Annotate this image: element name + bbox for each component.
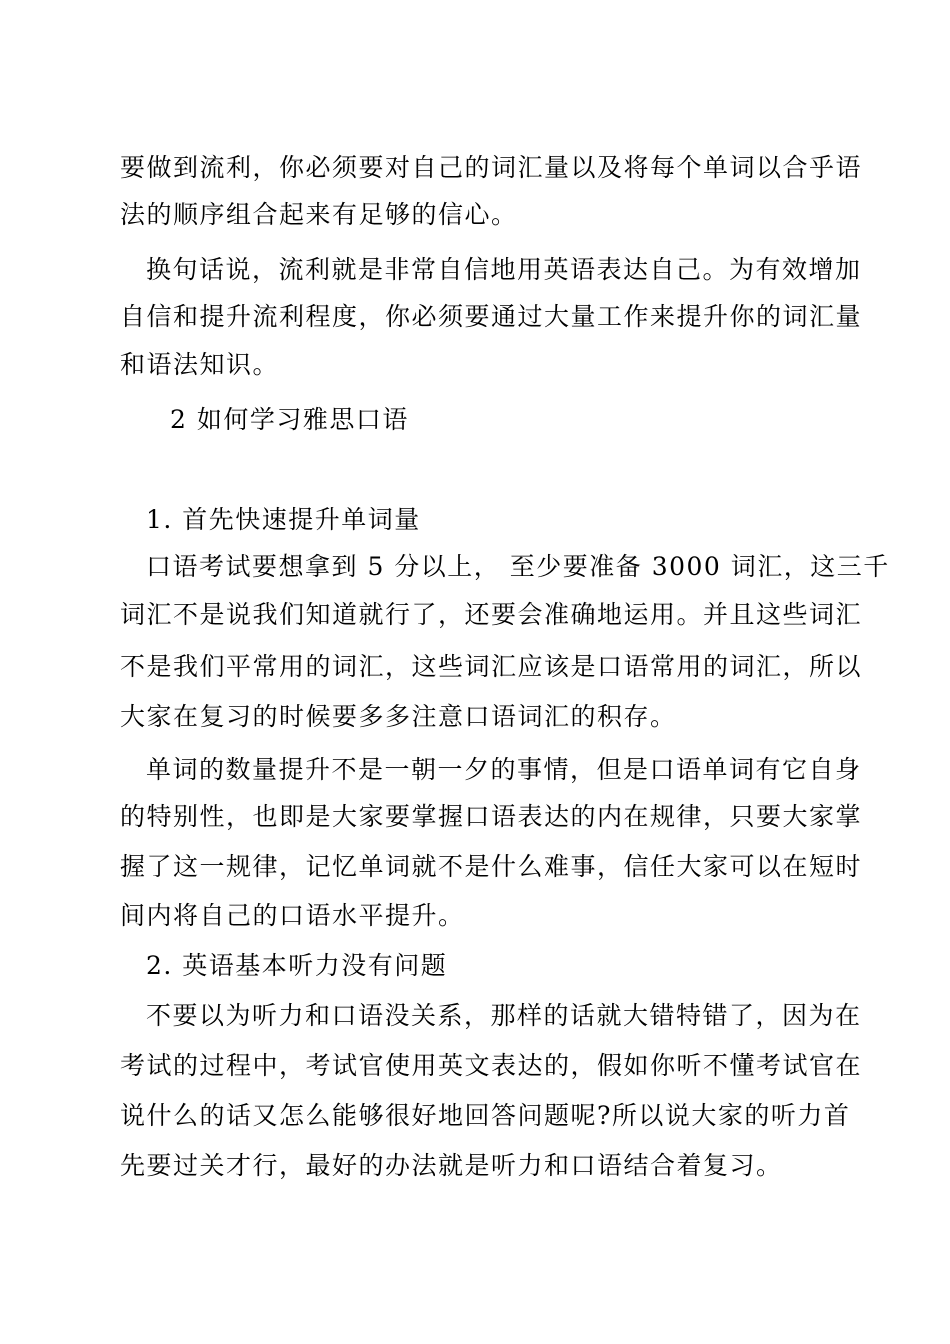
paragraph-line: 不要以为听力和口语没关系，那样的话就大错特错了，因为在: [146, 1001, 862, 1030]
subsection-heading: 1. 首先快速提升单词量: [146, 505, 421, 534]
paragraph-line: 考试的过程中，考试官使用英文表达的，假如你听不懂考试官在: [120, 1051, 863, 1080]
paragraph-line: 说什么的话又怎么能够很好地回答问题呢?所以说大家的听力首: [120, 1101, 851, 1130]
paragraph-line: 口语考试要想拿到 5 分以上， 至少要准备 3000 词汇，这三千: [146, 552, 890, 581]
paragraph-line: 要做到流利，你必须要对自己的词汇量以及将每个单词以合乎语: [120, 153, 863, 182]
section-heading: 2 如何学习雅思口语: [170, 405, 409, 434]
paragraph-line: 间内将自己的口语水平提升。: [120, 901, 465, 930]
paragraph-line: 自信和提升流利程度，你必须要通过大量工作来提升你的词汇量: [120, 302, 863, 331]
paragraph-line: 不是我们平常用的词汇，这些词汇应该是口语常用的词汇，所以: [120, 652, 863, 681]
paragraph-line: 换句话说，流利就是非常自信地用英语表达自己。为有效增加: [146, 255, 862, 284]
subsection-heading: 2. 英语基本听力没有问题: [146, 951, 448, 980]
paragraph-line: 词汇不是说我们知道就行了，还要会准确地运用。并且这些词汇: [120, 600, 863, 629]
paragraph-line: 大家在复习的时候要多多注意口语词汇的积存。: [120, 702, 677, 731]
paragraph-line: 单词的数量提升不是一朝一夕的事情，但是口语单词有它自身: [146, 755, 862, 784]
paragraph-line: 和语法知识。: [120, 350, 280, 379]
paragraph-line: 法的顺序组合起来有足够的信心。: [120, 200, 518, 229]
paragraph-line: 先要过关才行，最好的办法就是听力和口语结合着复习。: [120, 1151, 783, 1180]
paragraph-line: 的特别性，也即是大家要掌握口语表达的内在规律，只要大家掌: [120, 802, 863, 831]
paragraph-line: 握了这一规律，记忆单词就不是什么难事，信任大家可以在短时: [120, 852, 863, 881]
